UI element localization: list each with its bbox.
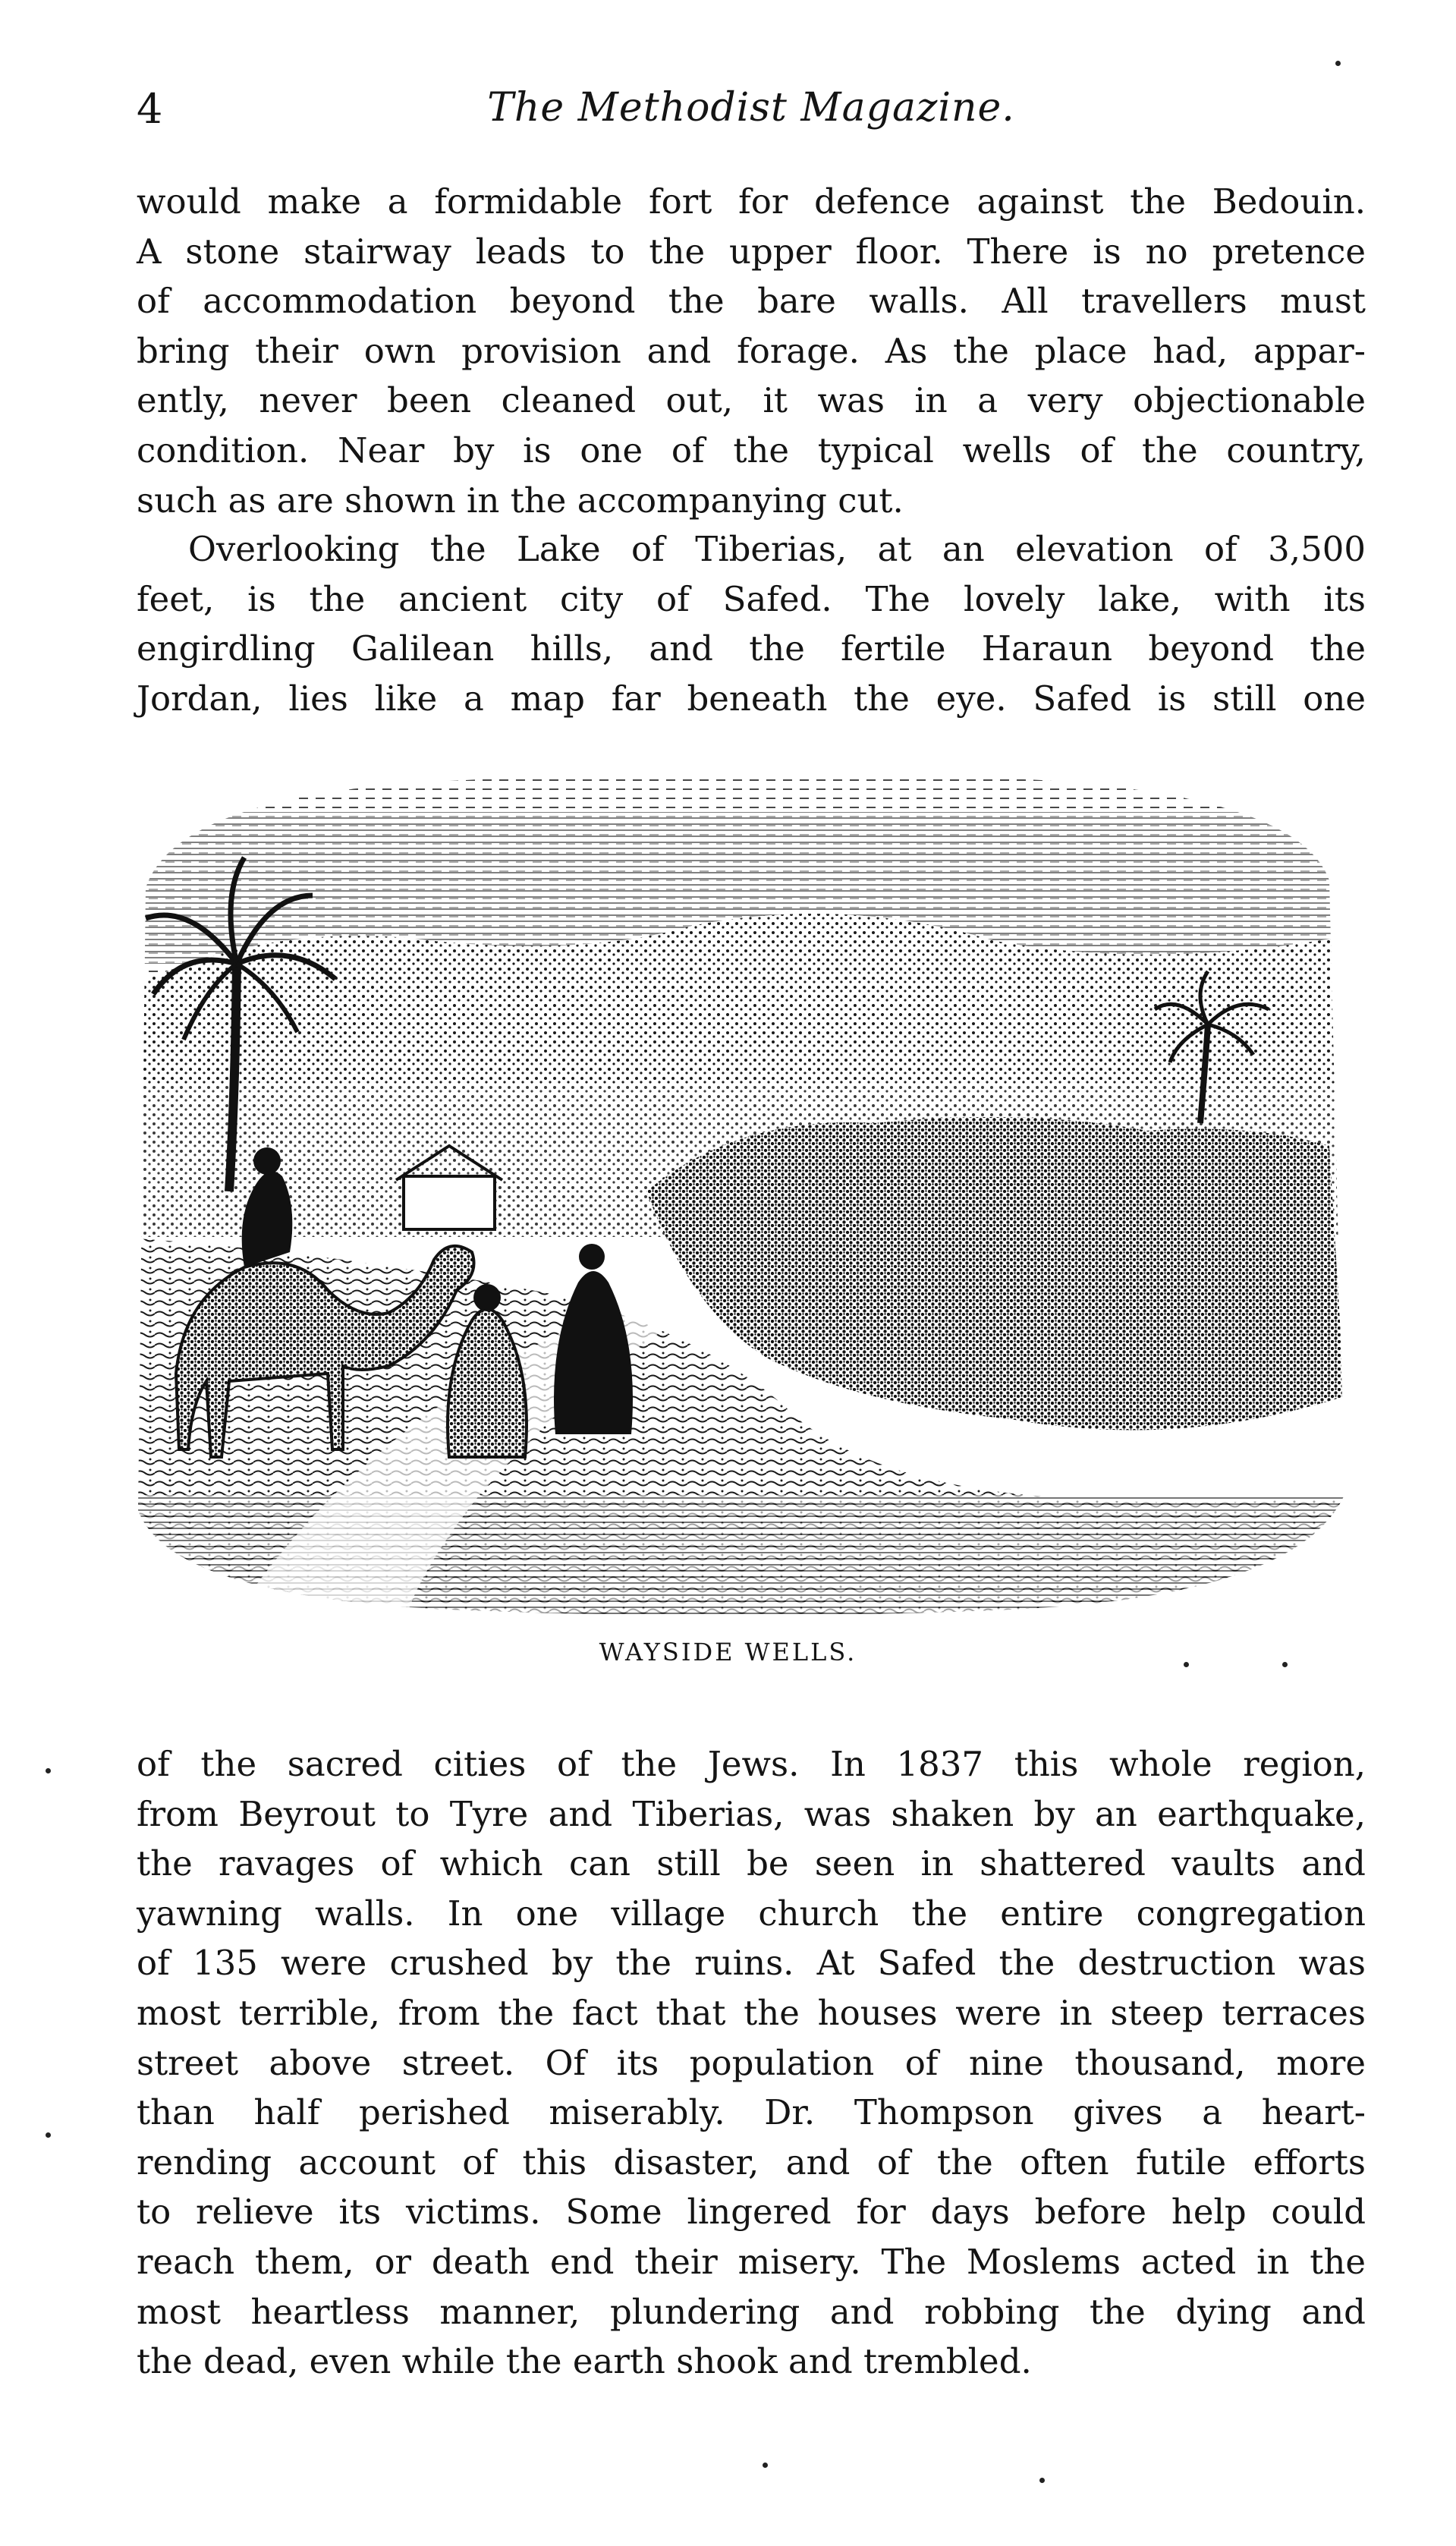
paragraph-3-line: rending account of this disaster, and of the often futile efforts: [137, 2142, 1366, 2183]
figure-caption: WAYSIDE WELLS.: [599, 1638, 857, 1666]
robed-figure: [554, 1244, 633, 1434]
paragraph-1-line: condition. Near by is one of the typical wells of the country,: [137, 430, 1366, 470]
paragraph-3-line: than half perished miserably. Dr. Thompson gives a heart-: [137, 2092, 1366, 2133]
paragraph-3-line: most terrible, from the fact that the houses were in steep terraces: [137, 1992, 1366, 2033]
paragraph-3-line: to relieve its victims. Some lingered for days before help could: [137, 2192, 1366, 2233]
scan-speck: [763, 2463, 768, 2468]
paragraph-3-line: the ravages of which can still be seen in shattered vaults and: [137, 1843, 1366, 1884]
scan-speck: [1039, 2478, 1045, 2483]
paragraph-2-line: Jordan, lies like a map far beneath the eye. Safed is still one: [137, 678, 1366, 719]
paragraph-3-line: of the sacred cities of the Jews. In 1837 this whole region,: [137, 1744, 1366, 1784]
paragraph-3-line: from Beyrout to Tyre and Tiberias, was shaken by an earthquake,: [137, 1793, 1366, 1834]
paragraph-3: [137, 1739, 1366, 2387]
paragraph-3-line: most heartless manner, plundering and robbing the dying and: [137, 2291, 1366, 2332]
paragraph-1-line: such as are shown in the accompanying cut.: [137, 480, 904, 521]
paragraph-2-line: engirdling Galilean hills, and the fertile Haraun beyond the: [137, 628, 1366, 669]
paragraph-1-line: ently, never been cleaned out, it was in a very objectionable: [137, 380, 1366, 421]
scan-speck: [46, 2132, 51, 2138]
scan-speck: [1184, 1662, 1189, 1667]
page-header: [137, 85, 1366, 146]
running-head: The Methodist Magazine.: [487, 85, 1015, 131]
paragraph-3-line: the dead, even while the earth shook and trembled.: [137, 2341, 1032, 2382]
paragraph-2-line: Overlooking the Lake of Tiberias, at an elevation of 3,500: [188, 529, 1366, 569]
page-number: 4: [137, 85, 163, 133]
paragraph-1: [137, 177, 1366, 525]
paragraph-1-line: of accommodation beyond the bare walls. All travellers must: [137, 281, 1366, 322]
paragraph-2: [137, 524, 1366, 723]
paragraph-3-line: street above street. Of its population of nine thousand, more: [137, 2042, 1366, 2083]
scan-speck: [1282, 1662, 1288, 1667]
paragraph-1-line: bring their own provision and forage. As the place had, appar-: [137, 330, 1366, 371]
paragraph-3-line: of 135 were crushed by the ruins. At Safed the destruction was: [137, 1943, 1366, 1984]
wayside-wells-engraving: [115, 766, 1360, 1624]
paragraph-3-line: yawning walls. In one village church the entire congregation: [137, 1893, 1366, 1934]
paragraph-2-line: feet, is the ancient city of Safed. The lovely lake, with its: [137, 578, 1366, 619]
scan-speck: [1335, 61, 1341, 66]
paragraph-1-line: A stone stairway leads to the upper floor. There is no pretence: [137, 231, 1366, 272]
engraving-figure: [115, 766, 1360, 1624]
paragraph-1-line: would make a formidable fort for defence against the Bedouin.: [137, 181, 1366, 222]
scan-speck: [46, 1768, 51, 1773]
paragraph-3-line: reach them, or death end their misery. The Moslems acted in the: [137, 2241, 1366, 2282]
